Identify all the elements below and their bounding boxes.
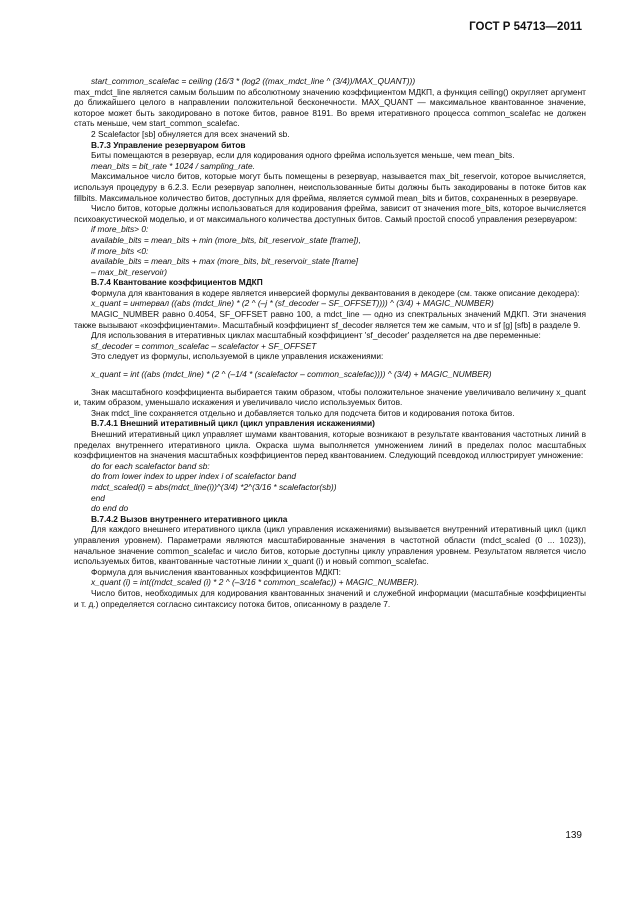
note-scalefactor: 2 Scalefactor [sb] обнуляется для всех значений sb. [91,128,290,139]
paragraph-magic-number: MAGIC_NUMBER равно 0.4054, SF_OFFSET равно 100, a mdct_line — одно из спектральных значений МДКП. Эти значения также вызывают «коэффициентами». Масштабный коэффициент sf_decoder является тем же самым, что и sf [g] [sfb] в разделе 9. [74,309,586,330]
paragraph-outer-loop: Внешний итеративный цикл управляет шумами квантования, которые возникают в результате квантования частотных линий в пределах внутреннего итеративного цикла. Окраска шума выполняется умножением линий в пределах полос масштабных коэффициентов на значения масштабных коэффициентов перед квантованием. Следующий псевдокод иллюстрирует умножение: [74,429,586,461]
paragraph-scalefactor-sign: Знак масштабного коэффициента выбирается таким образом, чтобы положительное значение увеличивало величину x_quant и, таким образом, уменьшало искажения и увеличивало число используемых битов. [74,386,586,408]
code-do-for-each-band: do for each scalefactor band sb: [91,460,210,471]
formula-sf-decoder: sf_decoder = common_scalefac – scalefactor + SF_OFFSET [91,340,317,351]
formula-x-quant-scaled: x_quant (i) = int((mdct_scaled (i) * 2 ^ (–3/16 * common_scalefac)) + MAGIC_NUMBER). [91,577,420,588]
document-body [74,76,586,609]
paragraph-bit-count: Число битов, необходимых для кодирования квантованных значений и служебной информации (масштабные коэффициенты и т. д.) определяется согласно синтаксису потока битов, описанному в разделе 7. [74,587,586,609]
paragraph-max-bit-reservoir: Максимальное число битов, которые могут быть помещены в резервуар, называется max_bit_reservoir, которое вычисляется, используя процедуру в 6.2.3. Если резервуар заполнен, неиспользованные биты должны быть закодированы в потоке битов как fillbits. Максимальное количество битов, доступных для фрейма, является суммой mean_bits и битов, сохраненных в резервуаре. [74,171,586,203]
section-heading-b-7-4-2: В.7.4.2 Вызов внутреннего итеративного цикла [91,513,288,524]
code-if-more-bits-positive: if more_bits> 0: [91,224,149,235]
section-heading-b-7-4: В.7.4 Квантование коэффициентов МДКП [91,277,263,288]
code-max-bit-reservoir: – max_bit_reservoir) [91,266,168,277]
paragraph-max-mdct-line: max_mdct_line является самым большим по абсолютному значению коэффициентом МДКП, а функция ceiling() округляет аргумент до ближайшего целого в направлении положительной бесконечности. MAX_QUANT — максимальное квантованное значение, которое может быть закодировано в потоке битов, равное 8191. Во время итеративного процесса common_scalefac не должен стать меньше, чем start_common_scalefac. [74,86,586,129]
paragraph-quantized-formula-intro: Формула для вычисления квантованных коэффициентов МДКП: [91,566,341,577]
page-number: 139 [565,830,582,841]
formula-mean-bits: mean_bits = bit_rate * 1024 / sampling_rate. [91,160,255,171]
section-heading-b-7-4-1: В.7.4.1 Внешний итеративный цикл (цикл управления искажениями) [91,418,375,429]
section-heading-b-7-3: В.7.3 Управление резервуаром битов [91,139,246,150]
code-available-bits-max: available_bits = mean_bits + max (more_bits, bit_reservoir_state [frame] [91,256,359,267]
code-do-from-lower-index: do from lower index to upper index i of scalefactor band [91,471,297,482]
code-do-end-do: do end do [91,503,129,514]
paragraph-bits-reservoir: Биты помещаются в резервуар, если для кодирования одного фрейма используется меньше, чем mean_bits. [91,150,515,161]
standard-header: ГОСТ Р 54713—2011 [469,21,582,33]
code-if-more-bits-negative: if more_bits <0: [91,245,149,256]
paragraph-mdct-line-sign: Знак mdct_line сохраняется отдельно и добавляется только для подсчета битов и кодирования потока битов. [91,407,515,418]
paragraph-follows-formula: Это следует из формулы, используемой в цикле управления искажениями: [91,351,384,362]
formula-start-common-scalefac: start_common_scalefac = ceiling (16/3 * (log2 ((max_mdct_line ^ (3/4))/MAX_QUANT))) [91,76,416,86]
paragraph-sf-decoder: Для использования в итеративных циклах масштабный коэффициент 'sf_decoder' разделяется на две переменные: [91,330,541,341]
formula-x-quant-int: x_quant = int ((abs (mdct_line) * (2 ^ (–1/4 * (scalefactor – common_scalefac)))) ^ (3/4) + MAGIC_NUMBER) [91,369,492,380]
paragraph-inner-loop: Для каждого внешнего итеративного цикла (цикл управления искажениями) вызывается внутренний итеративный цикл (цикл управления уровнем). Параметрами являются масштабированные значения в частотной области (mdct_scaled (0 ... 1023)), начальное значение common_scalefac и число битов, которые доступны циклу управления уровнем. Результатом является число используемых битов, квантованные частотные линии x_quant (i) и новый common_scalefac. [74,524,586,567]
code-end: end [91,492,105,503]
code-mdct-scaled: mdct_scaled(i) = abs(mdct_line(i))^(3/4) *2^(3/16 * scalefactor(sb)) [91,481,337,492]
code-available-bits-min: available_bits = mean_bits + min (more_bits, bit_reservoir_state [frame]), [91,234,361,245]
paragraph-quantization-formula: Формула для квантования в кодере является инверсией формулы деквантования в декодере (см. также описание декодера): [91,287,580,298]
paragraph-more-bits: Число битов, которые должны использоваться для кодирования фрейма, зависит от значения more_bits, которое вычисляется психоакустической моделью, и от максимального количества доступных битов. Самый простой способ управления резервуаром: [74,203,586,224]
formula-x-quant-interval: x_quant = интервал ((abs (mdct_line) * (2 ^ (–j * (sf_decoder – SF_OFFSET)))) ^ (3/4) + MAGIC_NUMBER) [91,298,494,309]
